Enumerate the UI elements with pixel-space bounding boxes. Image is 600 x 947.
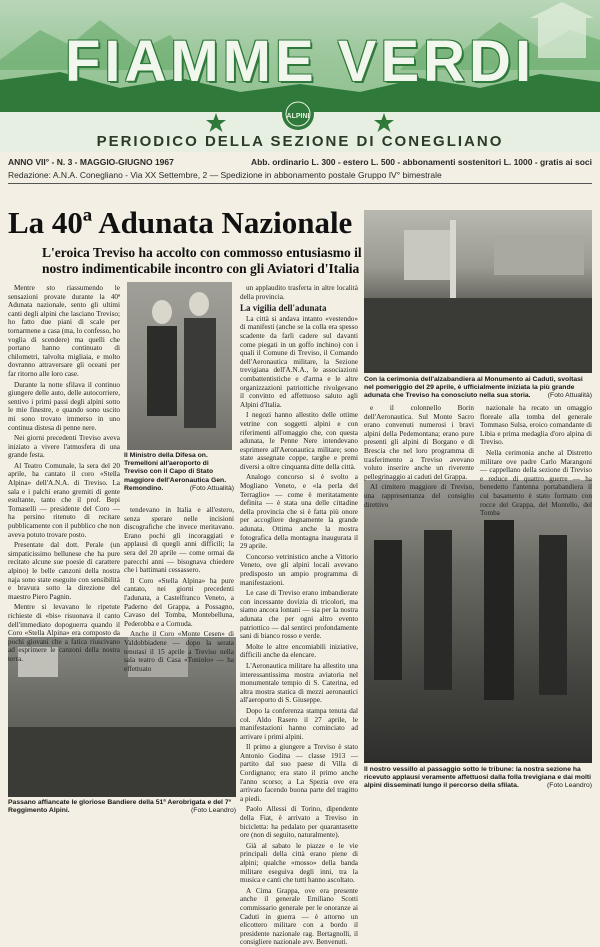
paragraph: nazionale ha recato un omaggio floreale alla tomba del generale Tommaso Sulsa, eroico comandante di Libia e prima medaglia d'oro alpina di Treviso. bbox=[480, 404, 592, 447]
article-column-1 bbox=[8, 284, 120, 663]
article-column-2 bbox=[124, 506, 234, 673]
paragraph: Il primo a giungere a Treviso è stato Antonio Godina — classe 1913 — partito dal suo paese di Villa di Cordignano; era stato il primo anche l'anno scorso; a La Spezia ove era arrivato facendo buona parte del tragitto a piedi. bbox=[240, 743, 358, 803]
paragraph: Concorso vetrinistico anche a Vittorio Veneto, ove gli alpini locali avevano predisposto un ampio programma di manifestazioni. bbox=[240, 552, 358, 587]
paragraph: Molte le altre encomiabili iniziative, difficili anche da elencare. bbox=[240, 642, 358, 660]
paragraph: La città si andava intanto «vestendo» di manifesti (anche se la colla era spesso scadente da farli cadere sul davanti come piegati in un goffo inchino) con i quali il Comune di Treviso, il Comando dell'Aeronautica militare, la Sezione trevigiana dell'A.N.A., le associazioni combattentistiche e d'arma e le altre organizzazioni patriottiche rivolgevano il convinto ed affettuoso saluto agli Alpini d'Italia. bbox=[240, 314, 358, 409]
paragraph: Al Teatro Comunale, la sera del 20 aprile, ha cantato il coro «Stella Alpina» dell'A.N.A. di Treviso. La sala e i palchi erano gremiti di gente esultante, tanto che il prof. Bepi Tomaselli — presidente del Coro — ha persino ritenuto di recitare pubblicamente con il pubblico che non aveva potuto trovare posto. bbox=[8, 461, 120, 539]
paragraph: un applaudito trasferta in altre località della provincia. bbox=[240, 284, 358, 301]
monument-photo-icon bbox=[364, 210, 592, 373]
caption-tribune-credit: (Foto Leandro) bbox=[547, 782, 592, 790]
caption-bandiere bbox=[8, 799, 236, 815]
caption-ministro bbox=[124, 452, 234, 493]
paragraph: tendevano in Italia e all'estero, senza sperare nelle incisioni discografiche che invece meritavano. Erano pochi gli incoraggiati e applausi di quegli anni difficili; la sera del 20 aprile — come ormai da parecchi anni — bisognava chiedere che i battimani cessassero. bbox=[124, 506, 234, 575]
officers-photo-icon bbox=[127, 282, 232, 450]
subscription-info: Abb. ordinario L. 300 - estero L. 500 - abbonamenti sostenitori L. 1000 - gratis ai soci bbox=[250, 157, 592, 167]
alpini-emblem-icon bbox=[270, 96, 326, 136]
paragraph: Durante la notte sfilava il continuo giungere delle auto, delle autocorriere, sentivo i primi passi degli alpini sotto le mie finestre, e quando sono uscito mi sono trovato immerso in uno continua distesa di penne nere. bbox=[8, 380, 120, 432]
masthead-subtitle: PERIODICO DELLA SEZIONE DI CONEGLIANO bbox=[96, 133, 504, 150]
paragraph: Mentre sto riassumendo le sensazioni provate durante la 40ª Adunata nazionale, sento gli ultimi canti degli alpini che lasciano Treviso; ho fatto due piani di scale per tornarmene a casa (ma, lo confesso, ho voglia di scendere) ma quelli che portano hanno continuato di chilometri, talvolta migliaia, e molto dovranno attraversare gli oceani per far ritorno alle loro case. bbox=[8, 284, 120, 378]
photo-tribune bbox=[364, 480, 592, 763]
star-icon bbox=[373, 112, 395, 134]
caption-bandiere-credit: (Foto Leandro) bbox=[191, 807, 236, 815]
article-column-3 bbox=[240, 284, 358, 947]
caption-alzabandiera-credit: (Foto Attualità) bbox=[547, 392, 592, 400]
caption-alzabandiera bbox=[364, 376, 592, 401]
star-icon bbox=[205, 112, 227, 134]
issue-info bbox=[8, 155, 592, 184]
article-headline: La 40ª Adunata Nazionale bbox=[8, 205, 353, 240]
paragraph: Il Coro «Stella Alpina» ha pure cantato, nei giorni precedenti l'adunata, a Castelfranco Veneto, a Paderno del Grappa, a Possagno, Cavaso del Tomba, Montebelluna, Pederobba e a Cornuda. bbox=[124, 576, 234, 628]
section-heading-vigilia: La vigilia dell'adunata bbox=[240, 303, 327, 314]
caption-tribune bbox=[364, 766, 592, 791]
paragraph: Già al sabato le piazze e le vie principali della città erano piene di alpini; qualche «mosso» della banda militare eseguiva degli inni, tra la musica e canti che tutti hanno ascoltato. bbox=[240, 841, 358, 885]
article-column-5 bbox=[480, 404, 592, 518]
paragraph: Analogo concorso si è svolto a Mogliano Veneto, e «la perla del Terraglio» — come è meritatamente definita — è stata una delle cittadine della provincia che si è fatta più onore per accogliere degnamente la grande adunata. Ottima anche la mostra fotografica della montagna inaugurata il 29 aprile. bbox=[240, 473, 358, 551]
marching-alpini-photo-icon bbox=[364, 480, 592, 763]
paragraph: Anche il Coro «Monte Cesen» di Valdobbiadene — dopo la serata tenutasi il 15 aprile a Treviso nella sala teatro di Casa «Toniolo» — ha effettuato bbox=[124, 630, 234, 673]
photo-ministro bbox=[127, 282, 232, 450]
redazione-info: Redazione: A.N.A. Conegliano - Via XX Settembre, 2 — Spedizione in abbonamento postale Gruppo IV° bimestrale bbox=[8, 170, 442, 180]
article-column-4 bbox=[364, 404, 474, 509]
emblem-label: ALPINI bbox=[286, 113, 310, 120]
caption-bandiere-text: Passano affiancate le gloriose Bandiere della 51ª Aerobrigata e del 7° Reggimento Alpini. bbox=[8, 799, 232, 815]
caption-tribune-text: Il nostro vessillo al passaggio sotto le tribune: la nostra sezione ha ricevuto applausi veramente affettuosi dalla folla trevigiana e dai molti alpini disseminati lungo il percorso della sfilata. bbox=[364, 766, 592, 790]
paragraph: Presentate dal dott. Perale (un simpaticissimo bellunese che ha pure recitato alcune sue poesie di carattere alpino) le belle canzoni della nostra naja sono state eseguite con sensibilità e bravura sotto la direzione del maestro Piero Pagnin. bbox=[8, 541, 120, 601]
caption-alzabandiera-text: Con la cerimonia dell'alzabandiera al Monumento ai Caduti, svoltasi nel pomeriggio del 29 aprile, è ufficialmente iniziata la più grande adunata che Treviso ha conosciuto nella sua storia. bbox=[364, 376, 583, 400]
paragraph: e il colonnello Borin dell'Aeronautica. Sul Monte Sacro erano convenuti numerosi i bravi alpini della Pedemontana; erano pure presenti gli alpini di Borgano e di Brescia che nel loro programma di trasferimento a Treviso avevano voluto inserire anche un riverente pellegrinaggio ai caduti del Grappa. bbox=[364, 404, 474, 481]
caption-ministro-text: Il Ministro della Difesa on. Tremelloni all'aeroporto di Treviso con il Capo di Stato maggiore dell'Aeronautica Gen. Remondino. bbox=[124, 452, 227, 492]
masthead bbox=[0, 0, 600, 152]
photo-alzabandiera bbox=[364, 210, 592, 373]
paragraph: Al cimitero maggiore di Treviso, una rappresentanza del consiglio direttivo bbox=[364, 483, 474, 509]
issue-number: ANNO VII° - N. 3 - MAGGIO-GIUGNO 1967 bbox=[8, 157, 174, 167]
paragraph: Nei giorni precedenti Treviso aveva iniziato a vivere l'atmosfera di una grande festa. bbox=[8, 434, 120, 460]
paragraph: Dopo la conferenza stampa tenuta dal col. Aldo Rasero il 27 aprile, le manifestazioni hanno cominciato ad arrivare i primi alpini. bbox=[240, 706, 358, 741]
caption-ministro-credit: (Foto Attualità) bbox=[189, 484, 234, 492]
paragraph: Mentre si levavano le ripetute richieste di «bis» risuonava il canto dell'immediato dopoguerra quando il Coro «Stella Alpina» era composto da pochi giovani che a fatica riuscivano ad esprimere le canzoni della nostra terra. bbox=[8, 603, 120, 663]
masthead-title: FIAMME VERDI bbox=[64, 29, 536, 94]
article-deck: L'eroica Treviso ha accolto con commosso entusiasmo il nostro indimenticabile incontro con gli Aviatori d'Italia bbox=[42, 245, 362, 276]
paragraph: Le case di Treviso erano imbandierate con incessante dovizia di tricolori, ma siamo ancora lontani — sia per la nostra adunata che per ogni altro evento patriottico — dal sentirci profondamente sani di bianco rosso e verde. bbox=[240, 589, 358, 641]
paragraph: I negozi hanno allestito delle ottime vetrine con soggetti alpini e con riferimenti all'omaggio che, con questa adunata, le Penne Nere intendevano esprimere all'Aeronautica militare; sono state assegnate coppe, targhe e premi diversi a oltre cinquanta ditte della città. bbox=[240, 411, 358, 471]
paragraph: Paolo Allessi di Torino, dipendente della Fiat, è arrivato a Treviso in bicicletta: ha pedalato per quarantasette ore (non di seguito, naturalmente). bbox=[240, 805, 358, 840]
paragraph: A Cima Grappa, ove era presente anche il generale Emiliano Scotti commissario generale per le onoranze ai Caduti in guerra — è attorno un elicottero militare con a bordo il presidente nazionale rag. Bertagnolli, il consigliere nazionale avv. Benvenuti. bbox=[240, 886, 358, 947]
paragraph: Nella cerimonia anche al Distretto militare ove padre Carlo Marangoni — cappellano della sezione di Treviso e reduce di quattro guerre — ha benedetto l'antenna portabandiera il cui basamento è stato formato con rocce del Grappa, del Montello, del Tomba bbox=[480, 448, 592, 518]
paragraph: L'Aeronautica militare ha allestito una interessantissima mostra aviatoria nel monumentale tempio di S. Caterina, ed altra mostra statica di mezzi aeronautici all'aeroporto di S. Giuseppe. bbox=[240, 661, 358, 705]
